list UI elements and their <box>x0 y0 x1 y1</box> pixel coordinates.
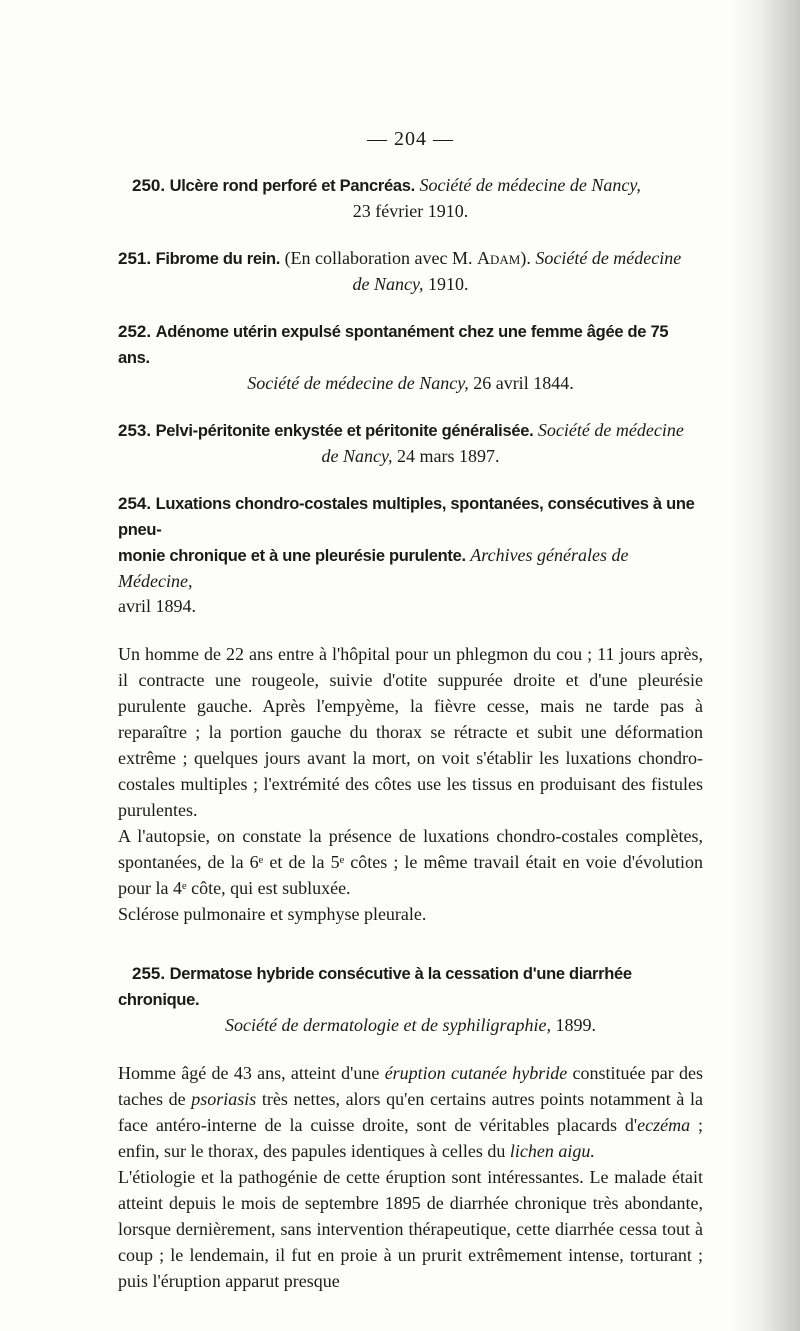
entry-252 <box>118 319 703 396</box>
entry-252-line2 <box>118 371 703 396</box>
entry-source-cont: de Nancy, <box>321 446 393 466</box>
entry-number: 254. <box>118 494 152 513</box>
paragraph: L'étiologie et la pathogénie de cette éruption sont intéressantes. Le malade était atteint depuis le mois de septembre 1895 de diarrhée chronique très abondante, lorsque dernièrement, sans intervention thérapeutique, cette diarrhée cessa tout à coup ; le lendemain, il fut en proie à un prurit extrêmement intense, torturant ; puis l'éruption apparut presque <box>118 1167 703 1291</box>
italic-term: psoriasis <box>191 1089 257 1109</box>
text-run: très nettes, alors qu'en certains autres points notamment à la face antéro-interne de la cuisse droite, sont de véritables placards d' <box>118 1089 704 1135</box>
entry-number: 253. <box>118 421 152 440</box>
entry-number: 252. <box>118 322 152 341</box>
page-edge-shadow <box>730 0 800 1331</box>
page-number: — 204 — <box>367 128 454 150</box>
entry-251 <box>118 246 703 297</box>
entry-250 <box>118 173 703 224</box>
italic-term: eczéma <box>637 1115 691 1135</box>
entry-251-line2 <box>118 272 703 297</box>
entry-date: avril 1894. <box>118 596 196 616</box>
entry-source-cont: de Nancy, <box>352 274 424 294</box>
case-255-description <box>118 1060 703 1294</box>
entry-source: Société de dermatologie et de syphiligraphie, <box>225 1015 551 1035</box>
italic-term: lichen aigu. <box>509 1141 595 1161</box>
entry-title-cont: monie chronique et à une pleurésie purulente. <box>118 547 466 565</box>
paragraph <box>118 1060 703 1164</box>
entry-253-line1 <box>118 418 703 444</box>
entry-253-line2 <box>118 444 703 469</box>
entry-254-line2 <box>118 543 703 594</box>
entry-title: Fibrome du rein. <box>155 250 281 268</box>
entry-date: 24 mars 1897. <box>396 446 500 466</box>
entry-date: 1899. <box>555 1015 596 1035</box>
paragraph: Sclérose pulmonaire et symphyse pleurale. <box>118 904 427 924</box>
case-254-description <box>118 641 703 927</box>
entry-title: Ulcère rond perforé et Pancréas. <box>169 177 415 195</box>
entry-source: Société de médecine de Nancy, <box>419 175 641 195</box>
entry-source: Société de médecine de Nancy, <box>247 373 469 393</box>
entry-255 <box>118 961 703 1038</box>
entry-number: 251. <box>118 249 152 268</box>
text-run: ; enfin, sur le thorax, des papules identiques à celles du <box>118 1115 703 1161</box>
entry-date: 26 avril 1844. <box>473 373 574 393</box>
entry-source: Société de médecine <box>537 420 684 440</box>
paragraph: A l'autopsie, on constate la présence de luxations chondro-costales complètes, spontanées, de la 6ᵉ et de la 5ᵉ côtes ; le même travail était en voie d'évolution pour la 4ᵉ côte, qui est subluxée. <box>118 826 703 898</box>
entry-251-line1 <box>118 246 703 272</box>
entry-collab-text: (En collaboration avec M. <box>284 248 473 268</box>
entry-255-line2 <box>118 1013 703 1038</box>
entry-254-line1 <box>118 491 703 543</box>
entry-source: Société de médecine <box>535 248 682 268</box>
paragraph: Un homme de 22 ans entre à l'hôpital pour un phlegmon du cou ; 11 jours après, il contracte une rougeole, suivie d'otite suppurée droite et d'une pleurésie purulente gauche. Après l'empyème, la fièvre cesse, mais ne tarde pas à reparaître ; la portion gauche du thorax se rétracte et subit une déformation extrême ; quelques jours avant la mort, on voit s'établir les luxations chondro-costales multiples ; l'extrémité des côtes use les tissus en produisant des fistules purulentes. <box>118 644 703 820</box>
entry-collab-close: ). <box>520 248 531 268</box>
entry-254 <box>118 491 703 619</box>
entry-number: 255. <box>132 964 166 983</box>
entry-253 <box>118 418 703 469</box>
entry-title: Luxations chondro-costales multiples, spontanées, consécutives à une pneu- <box>118 495 695 539</box>
entry-date: 23 février 1910. <box>352 201 469 221</box>
entry-250-line1 <box>118 173 703 199</box>
page-content <box>118 128 703 1294</box>
entry-number: 250. <box>132 176 166 195</box>
entry-title: Adénome utérin expulsé spontanément chez une femme âgée de 75 ans. <box>118 323 669 367</box>
italic-term: éruption cutanée hybride <box>384 1063 568 1083</box>
entry-255-line1 <box>118 961 703 1013</box>
entry-title: Dermatose hybride consécutive à la cessation d'une diarrhée chronique. <box>118 965 632 1009</box>
entry-source: Archives générales de Médecine, <box>118 545 629 591</box>
text-run: Homme âgé de 43 ans, atteint d'une <box>118 1063 380 1083</box>
entry-date: 1910. <box>427 274 469 294</box>
entry-collab-name: Adam <box>477 248 521 268</box>
entry-252-line1 <box>118 319 703 371</box>
text-run: constituée par des taches de <box>118 1063 704 1109</box>
entry-title: Pelvi-péritonite enkystée et péritonite généralisée. <box>155 422 534 440</box>
